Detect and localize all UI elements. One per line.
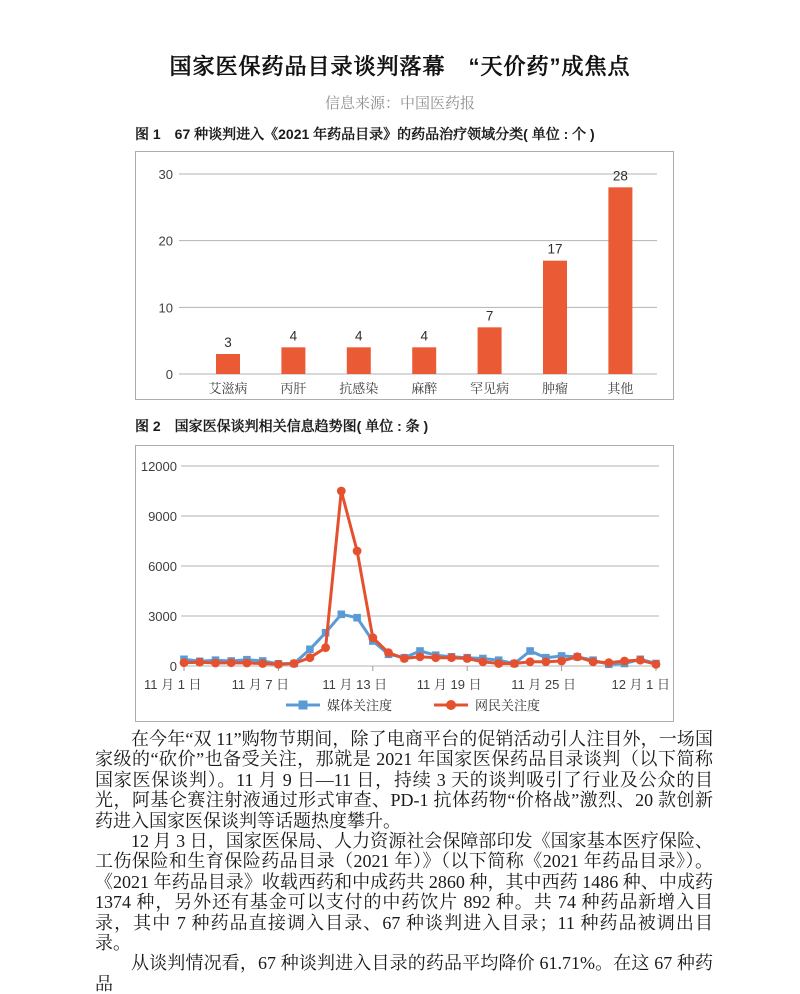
svg-text:12000: 12000 <box>140 459 177 474</box>
body-paragraph: 从谈判情况看，67 种谈判进入目录的药品平均降价 61.71%。在这 67 种药品 <box>95 953 713 994</box>
svg-text:4: 4 <box>420 328 428 344</box>
source-line: 信息来源：中国医药报 <box>324 96 475 112</box>
svg-text:麻醉: 麻醉 <box>411 381 438 396</box>
svg-text:0: 0 <box>169 659 177 674</box>
svg-text:罕见病: 罕见病 <box>470 381 510 396</box>
svg-text:9000: 9000 <box>148 509 177 524</box>
figure2-chart <box>135 445 674 722</box>
svg-text:3000: 3000 <box>148 609 177 624</box>
article-body <box>95 729 713 994</box>
svg-text:30: 30 <box>158 167 173 182</box>
svg-text:28: 28 <box>612 168 628 184</box>
article-title: 国家医保药品目录谈判落幕 “天价药”成焦点 <box>169 54 631 79</box>
figure1-chart <box>135 151 674 400</box>
svg-text:艾滋病: 艾滋病 <box>208 381 248 396</box>
body-paragraph: 在今年“双 11”购物节期间，除了电商平台的促销活动引人注目外，一场国家级的“砍价”也备受关注，那就是 2021 年国家医保药品目录谈判（以下简称国家医保谈判）。11 月 9 日—11 日，持续 3 天的谈判吸引了行业及公众的目光，阿基仑赛注射液通过形式审查、PD-1 抗体药物“价格战”激烈、20 款创新药进入国家医保谈判等话题热度攀升。 <box>95 729 713 831</box>
svg-text:6000: 6000 <box>148 559 177 574</box>
svg-text:丙肝: 丙肝 <box>280 381 307 396</box>
svg-text:0: 0 <box>165 367 173 382</box>
svg-text:11 月 19 日: 11 月 19 日 <box>416 677 482 692</box>
svg-text:17: 17 <box>547 241 563 257</box>
svg-text:抗感染: 抗感染 <box>339 381 379 396</box>
svg-text:12 月 1 日: 12 月 1 日 <box>611 677 670 692</box>
svg-text:11 月 13 日: 11 月 13 日 <box>322 677 388 692</box>
svg-text:7: 7 <box>485 308 494 324</box>
figure1-caption: 图 1 67 种谈判进入《2021 年药品目录》的药品治疗领域分类( 单位 : 个 ) <box>135 126 595 142</box>
bar-chart <box>136 152 673 399</box>
svg-text:11 月 25 日: 11 月 25 日 <box>511 677 576 692</box>
svg-text:4: 4 <box>289 328 298 344</box>
svg-text:媒体关注度: 媒体关注度 <box>327 698 393 713</box>
body-paragraph: 12 月 3 日，国家医保局、人力资源社会保障部印发《国家基本医疗保险、工伤保险和生育保险药品目录（2021 年）》（以下简称《2021 年药品目录》）。《2021 年药品目录》收载西药和中成药共 2860 种，其中西药 1486 种、中成药 1374 种，另外还有基金可以支付的中药饮片 892 种。共 74 种药品新增入目录，其中 7 种药品直接调入目录、67 种谈判进入目录；11 种药品被调出目录。 <box>95 831 713 954</box>
svg-text:网民关注度: 网民关注度 <box>475 698 541 713</box>
svg-text:10: 10 <box>158 300 173 316</box>
svg-text:11 月 7 日: 11 月 7 日 <box>231 677 290 692</box>
line-chart <box>136 446 673 721</box>
svg-text:肿瘤: 肿瘤 <box>541 381 569 396</box>
figure2-caption: 图 2 国家医保谈判相关信息趋势图( 单位 : 条 ) <box>135 418 429 434</box>
svg-text:20: 20 <box>158 233 173 249</box>
svg-text:3: 3 <box>224 335 232 350</box>
svg-text:11 月 1 日: 11 月 1 日 <box>144 677 202 692</box>
svg-text:其他: 其他 <box>607 381 634 396</box>
svg-text:4: 4 <box>355 328 363 344</box>
